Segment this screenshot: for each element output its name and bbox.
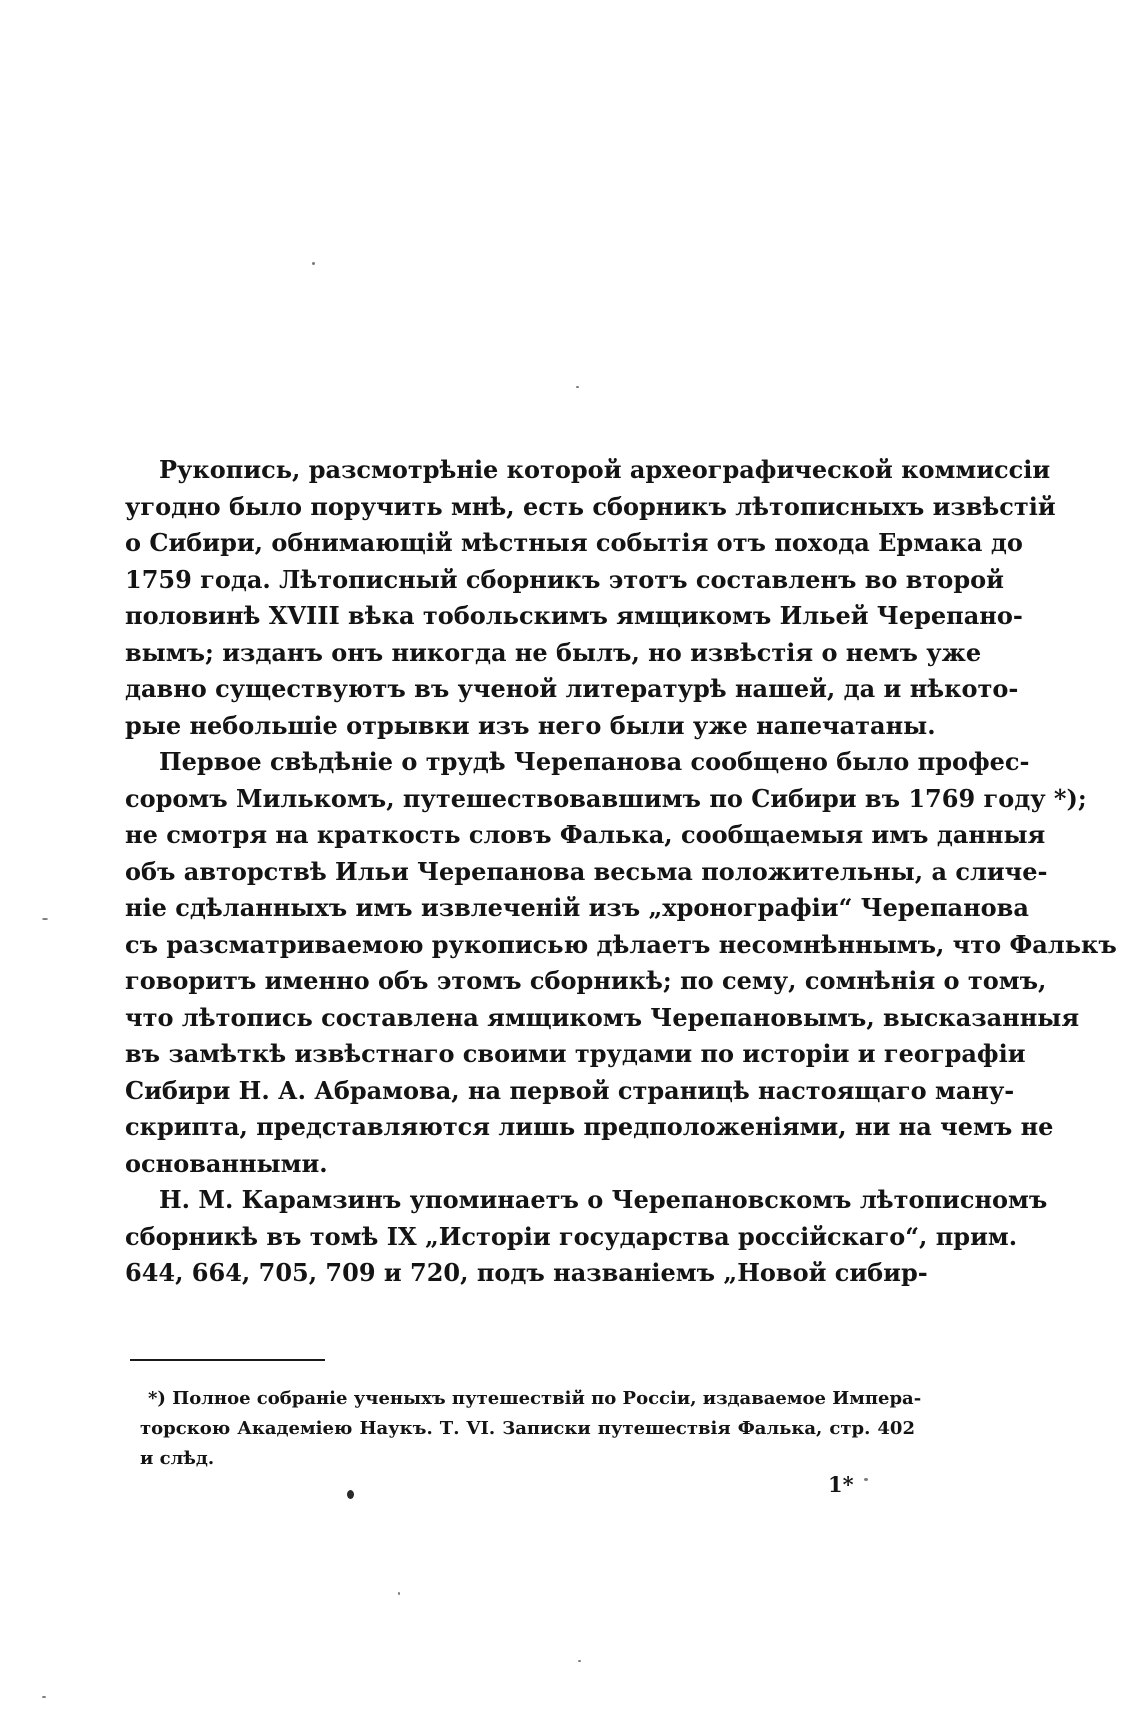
text-line: Н. М. Карамзинъ упоминаетъ о Черепановскомъ лѣтописномъ [159,1185,1048,1214]
text-line: 644, 664, 705, 709 и 720, подъ названіемъ „Новой сибир- [125,1258,928,1287]
scan-speck [398,1592,400,1595]
page-number: 1* [828,1472,854,1497]
text-line: объ авторствѣ Ильи Черепанова весьма положительны, а сличе- [125,856,1048,886]
ink-dot-mark [347,1490,354,1499]
text-line: ніе сдѣланныхъ имъ извлеченій изъ „хронографіи“ Черепанова [125,893,1029,922]
footnote-line: и слѣд. [140,1448,215,1469]
text-line: рые небольшіе отрывки изъ него были уже напечатаны. [125,710,936,740]
text-line: соромъ Милькомъ, путешествовавшимъ по Сибири въ 1769 году *); [125,783,1087,813]
scan-speck [42,1696,46,1698]
scan-speck [312,262,315,265]
text-line: сборникѣ въ томѣ IX „Исторіи государства россійскаго“, прим. [125,1221,1018,1251]
text-line: угодно было поручить мнѣ, есть сборникъ лѣтописныхъ извѣстій [125,491,1056,521]
text-line: говоритъ именно объ этомъ сборникѣ; по сему, сомнѣнія о томъ, [125,966,1047,995]
text-line: 1759 года. Лѣтописный сборникъ этотъ составленъ во второй [125,564,1004,594]
text-line: не смотря на краткость словъ Фалька, сообщаемыя имъ данныя [125,820,1046,849]
text-line: половинѣ XVIII вѣка тобольскимъ ямщикомъ Ильей Черепано- [125,601,1023,630]
text-line: Первое свѣдѣніе о трудѣ Черепанова сообщено было профес- [159,747,1030,776]
scan-speck [864,1478,868,1481]
text-line: Сибири Н. А. Абрамова, на первой страницѣ настоящаго ману- [125,1075,1015,1105]
text-line: вымъ; изданъ онъ никогда не былъ, но извѣстія о немъ уже [125,637,982,667]
main-text [125,452,1117,1292]
text-line: что лѣтопись составлена ямщикомъ Черепановымъ, высказанныя [125,1002,1080,1032]
text-line: скрипта, представляются лишь предположеніями, ни на чемъ не [125,1112,1054,1141]
text-line: основанными. [125,1148,328,1178]
scan-speck [42,918,48,920]
text-line: давно существуютъ въ ученой литературѣ нашей, да и нѣкото- [125,674,1019,703]
footnote-line: *) Полное собраніе ученыхъ путешествій по Россіи, издаваемое Импера- [148,1388,922,1409]
scan-speck [578,1660,581,1662]
text-line: о Сибири, обнимающій мѣстныя событія отъ похода Ермака до [125,528,1023,557]
text-line: съ разсматриваемою рукописью дѣлаетъ несомнѣннымъ, что Фалькъ [125,929,1117,959]
footnote-line: торскою Академіею Наукъ. Т. VI. Записки путешествія Фалька, стр. 402 [140,1418,915,1439]
footnote-divider [130,1359,325,1361]
text-line: въ замѣткѣ извѣстнаго своими трудами по исторіи и географіи [125,1039,1026,1068]
text-line: Рукопись, разсмотрѣніе которой археографической коммиссіи [159,455,1051,484]
scan-speck [576,386,579,388]
footnote [140,1384,922,1474]
